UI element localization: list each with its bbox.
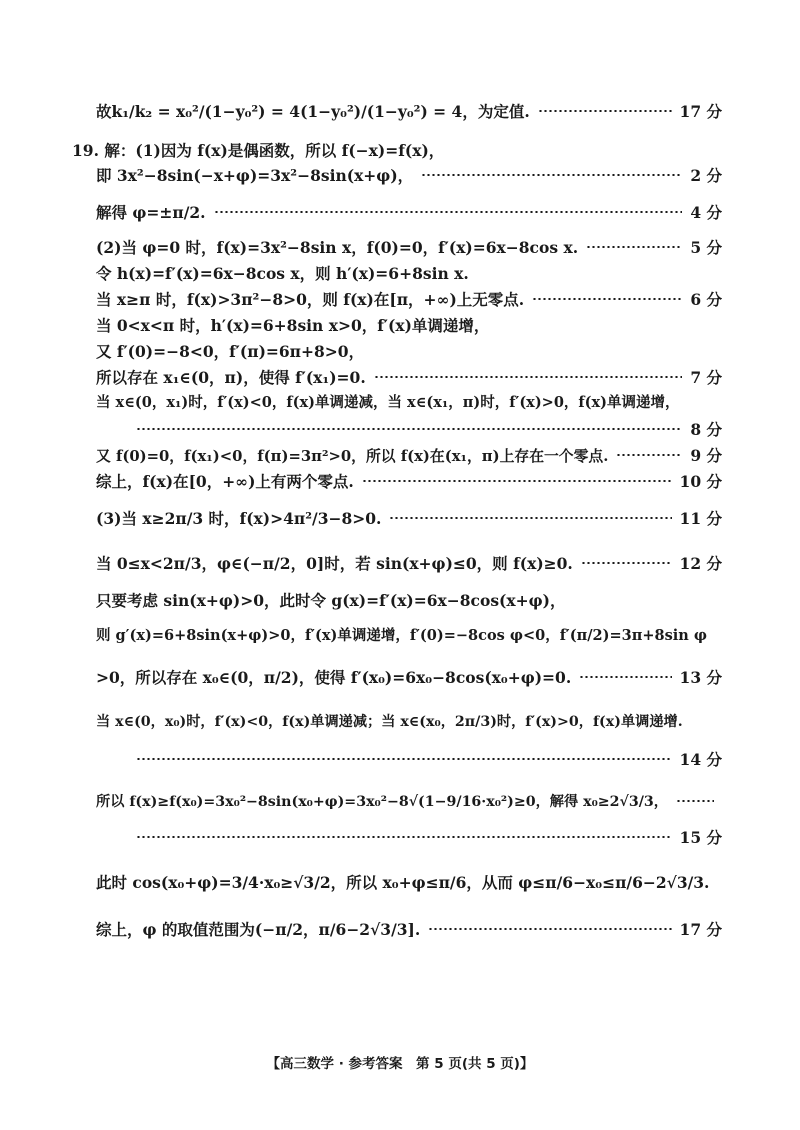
page-footer: 【高三数学 · 参考答案 第 5 页(共 5 页)】: [266, 1056, 534, 1072]
line-21: [96, 748, 722, 770]
line-8: [96, 314, 722, 336]
line-17: [96, 589, 722, 611]
leader-dots: [136, 836, 672, 838]
line-3-score: 2 分: [690, 166, 722, 185]
line-6-text: 令 h(x)=f′(x)=6x−8cos x，则 h′(x)=6+8sin x.: [96, 264, 469, 283]
line-19: [96, 666, 722, 688]
line-9-text: 又 f′(0)=−8<0，f′(π)=6π+8>0，: [96, 342, 365, 361]
line-12-score: 8 分: [690, 420, 722, 439]
line-7-score: 6 分: [690, 290, 722, 309]
line-16-score: 12 分: [679, 554, 722, 573]
line-4-score: 4 分: [690, 203, 722, 222]
line-24: [96, 871, 722, 893]
leader-dots: [362, 480, 672, 482]
leader-dots: [579, 676, 671, 678]
line-3-text: 即 3x²−8sin(−x+φ)=3x²−8sin(x+φ)，: [96, 166, 414, 185]
line-10-text: 所以存在 x₁∈(0，π)，使得 f′(x₁)=0.: [96, 368, 366, 387]
line-9: [96, 340, 722, 362]
leader-dots: [214, 211, 683, 213]
leader-dots: [374, 376, 683, 378]
line-4: [96, 201, 722, 223]
line-23-score: 15 分: [679, 828, 722, 847]
line-7: [96, 288, 722, 310]
line-15-text: (3)当 x≥2π/3 时，f(x)>4π²/3−8>0.: [96, 509, 382, 528]
line-15: [96, 507, 722, 529]
leader-dots: [586, 246, 682, 248]
line-14: [96, 470, 722, 492]
leader-dots: [581, 562, 672, 564]
line-14-score: 10 分: [679, 472, 722, 491]
line-11: [96, 391, 722, 412]
line-3: [96, 164, 722, 186]
line-19-text: >0，所以存在 x₀∈(0，π/2)，使得 f′(x₀)=6x₀−8cos(x₀+φ)=0.: [96, 668, 572, 687]
line-19-score: 13 分: [679, 668, 722, 687]
line-14-text: 综上，f(x)在[0，+∞)上有两个零点.: [96, 472, 354, 491]
line-1-score: 17 分: [679, 102, 722, 121]
leader-dots: [136, 758, 672, 760]
line-16-text: 当 0≤x<2π/3，φ∈(−π/2，0]时，若 sin(x+φ)≤0，则 f(x)≥0.: [96, 554, 573, 573]
line-13-text: 又 f(0)=0，f(x₁)<0，f(π)=3π²>0，所以 f(x)在(x₁，π)上存在一个零点.: [96, 447, 609, 465]
line-5: [96, 236, 722, 258]
line-2-text: 19. 解：(1)因为 f(x)是偶函数，所以 f(−x)=f(x)，: [72, 141, 445, 160]
line-22: [96, 791, 722, 811]
line-20: [96, 711, 722, 731]
line-22-text: 所以 f(x)≥f(x₀)=3x₀²−8sin(x₀+φ)=3x₀²−8√(1−9/16·x₀²)≥0，解得 x₀≥2√3/3，: [96, 794, 668, 810]
line-13-score: 9 分: [690, 446, 722, 465]
line-18-text: 则 g′(x)=6+8sin(x+φ)>0，f′(x)单调递增，f′(0)=−8cos φ<0，f′(π/2)=3π+8sin φ: [96, 627, 707, 644]
line-25: [96, 918, 722, 940]
line-13: [96, 444, 722, 466]
leader-dots: [538, 110, 672, 112]
line-8-text: 当 0<x<π 时，h′(x)=6+8sin x>0，f′(x)单调递增，: [96, 316, 490, 335]
line-11-text: 当 x∈(0，x₁)时，f′(x)<0，f(x)单调递减，当 x∈(x₁，π)时，f′(x)>0，f(x)单调递增，: [96, 394, 680, 411]
line-24-text: 此时 cos(x₀+φ)=3/4·x₀≥√3/2，所以 x₀+φ≤π/6，从而 φ≤π/6−x₀≤π/6−2√3/3.: [96, 873, 710, 892]
line-10-score: 7 分: [690, 368, 722, 387]
line-5-text: (2)当 φ=0 时，f(x)=3x²−8sin x，f(0)=0，f′(x)=6x−8cos x.: [96, 238, 579, 257]
line-16: [96, 552, 722, 574]
leader-dots: [389, 517, 671, 519]
line-1-text: 故k₁/k₂ = x₀²/(1−y₀²) = 4(1−y₀²)/(1−y₀²) = 4，为定值.: [96, 102, 530, 121]
line-17-text: 只要考虑 sin(x+φ)>0，此时令 g(x)=f′(x)=6x−8cos(x+φ)，: [96, 591, 566, 610]
line-2: [72, 139, 722, 161]
leader-dots: [421, 174, 682, 176]
line-23: [96, 826, 722, 848]
line-4-text: 解得 φ=±π/2.: [96, 203, 206, 222]
line-21-score: 14 分: [679, 750, 722, 769]
leader-dots: [676, 800, 714, 802]
leader-dots: [136, 428, 682, 430]
line-5-score: 5 分: [690, 238, 722, 257]
line-7-text: 当 x≥π 时，f(x)>3π²−8>0，则 f(x)在[π，+∞)上无零点.: [96, 290, 525, 309]
line-6: [96, 262, 722, 284]
line-12: [96, 418, 722, 440]
line-1: [96, 100, 722, 122]
leader-dots: [616, 454, 682, 456]
leader-dots: [428, 928, 671, 930]
line-25-score: 17 分: [679, 920, 722, 939]
line-18: [96, 624, 722, 645]
line-25-text: 综上，φ 的取值范围为(−π/2，π/6−2√3/3].: [96, 920, 421, 939]
leader-dots: [532, 298, 682, 300]
line-20-text: 当 x∈(0，x₀)时，f′(x)<0，f(x)单调递减；当 x∈(x₀，2π/3)时，f′(x)>0，f(x)单调递增.: [96, 714, 683, 730]
line-10: [96, 366, 722, 388]
line-15-score: 11 分: [679, 509, 722, 528]
